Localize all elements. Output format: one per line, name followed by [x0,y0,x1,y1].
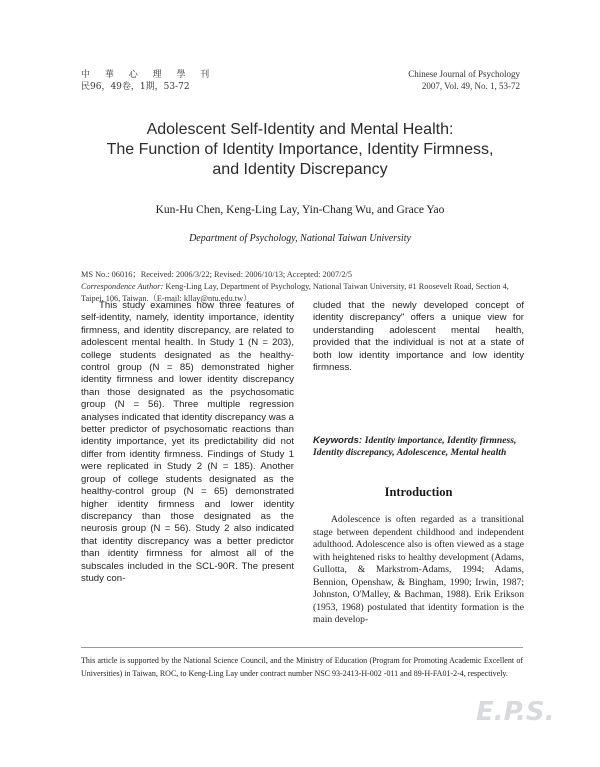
manuscript-dates: MS No.: 06016；Received: 2006/3/22; Revised: 2006/10/13; Accepted: 2007/2/5 [81,270,353,279]
abstract-left-column: This study examines how three features of self-identity, namely, identity importance, identity firmness, and identity discrepancy, are related to adolescent mental health. In Study 1 (N = 203), college students designated as the healthy-control group (N = 85) demonstrated higher identity firmness and lower identity discrepancy than those designated as the psychosomatic group (N = 56). Three multiple regression analyses indicated that identity discrepancy was a better predictor of psychosomatic reactions than identity importance, yet its predictability did not differ from identity firmness. Findings of Study 1 were replicated in Study 2 (N = 185). Another group of college students designated as the healthy-control group (N = 65) demonstrated higher identity firmness and lower identity discrepancy than those designated as the neurosis group (N = 56). Study 2 also indicated that identity discrepancy was a better predictor than identity firmness for almost all of the subscales included in the SCL-90R. The present study con- [81,300,294,584]
abstract-right-column: cluded that the newly developed concept of identity discrepancy" offers a unique view for understanding adolescent mental health, provided that the individual is not at a state of both low identity importance and low identity firmness. [313,300,524,374]
journal-header-english [408,68,520,92]
watermark-text: E.P.S. [476,697,555,727]
title-line-2: The Function of Identity Importance, Identity Firmness, [106,141,494,158]
keywords-list: Identity importance, Identity firmness, Identity discrepancy, Adolescence, Mental health [313,435,517,459]
keywords-label: Keywords: [313,435,363,446]
keywords [313,435,524,460]
correspondence-label: Correspondence Author: [81,282,164,291]
correspondence-text: Keng-Ling Lay, Department of Psychology, National Taiwan University, #1 Roosevelt Road, Section 4, Taipei, 106, Taiwan.（E-mail: kllay@ntu.edu.tw） [81,282,509,303]
title-line-3: and Identity Discrepancy [212,161,388,178]
eps-watermark-logo [474,680,574,730]
journal-name-chinese: 中 華 心 理 學 刊 [81,70,216,80]
author-affiliation: Department of Psychology, National Taiwan University [189,233,411,244]
article-title [60,120,540,180]
journal-issue-english: 2007, Vol. 49, No. 1, 53-72 [421,81,520,91]
author-list: Kun-Hu Chen, Keng-Ling Lay, Yin-Chang Wu, and Grace Yao [155,204,445,216]
journal-header-chinese [81,69,215,93]
funding-footnote: This article is supported by the National Science Council, and the Ministry of Education (Program for Promoting Academic Excellent of Universities) in Taiwan, ROC, to Keng-Ling Lay under contract number NSC 93-2413-H-002 -011 and 89-H-FA01-2-4, respectively. [81,656,523,678]
journal-name-english: Chinese Journal of Psychology [408,69,520,79]
introduction-heading: Introduction [384,485,453,499]
introduction-text: Adolescence is often regarded as a transitional stage between dependent childhood and independent adulthood. Adolescence also is often viewed as a stage with heightened risks to healthy development (Adams, Gullotta, & Markstrom-Adams, 1994; Adams, Bennion, Openshaw, & Bingham, 1990; Irwin, 1987; Johnston, O'Malley, & Bachman, 1988). Erik Erikson (1953, 1968) postulated that identity formation is the main develop- [313,514,524,625]
footnote-divider [81,647,523,648]
journal-issue-chinese: 民96，49卷，1期，53-72 [81,82,190,92]
title-line-1: Adolescent Self-Identity and Mental Health: [146,121,454,138]
